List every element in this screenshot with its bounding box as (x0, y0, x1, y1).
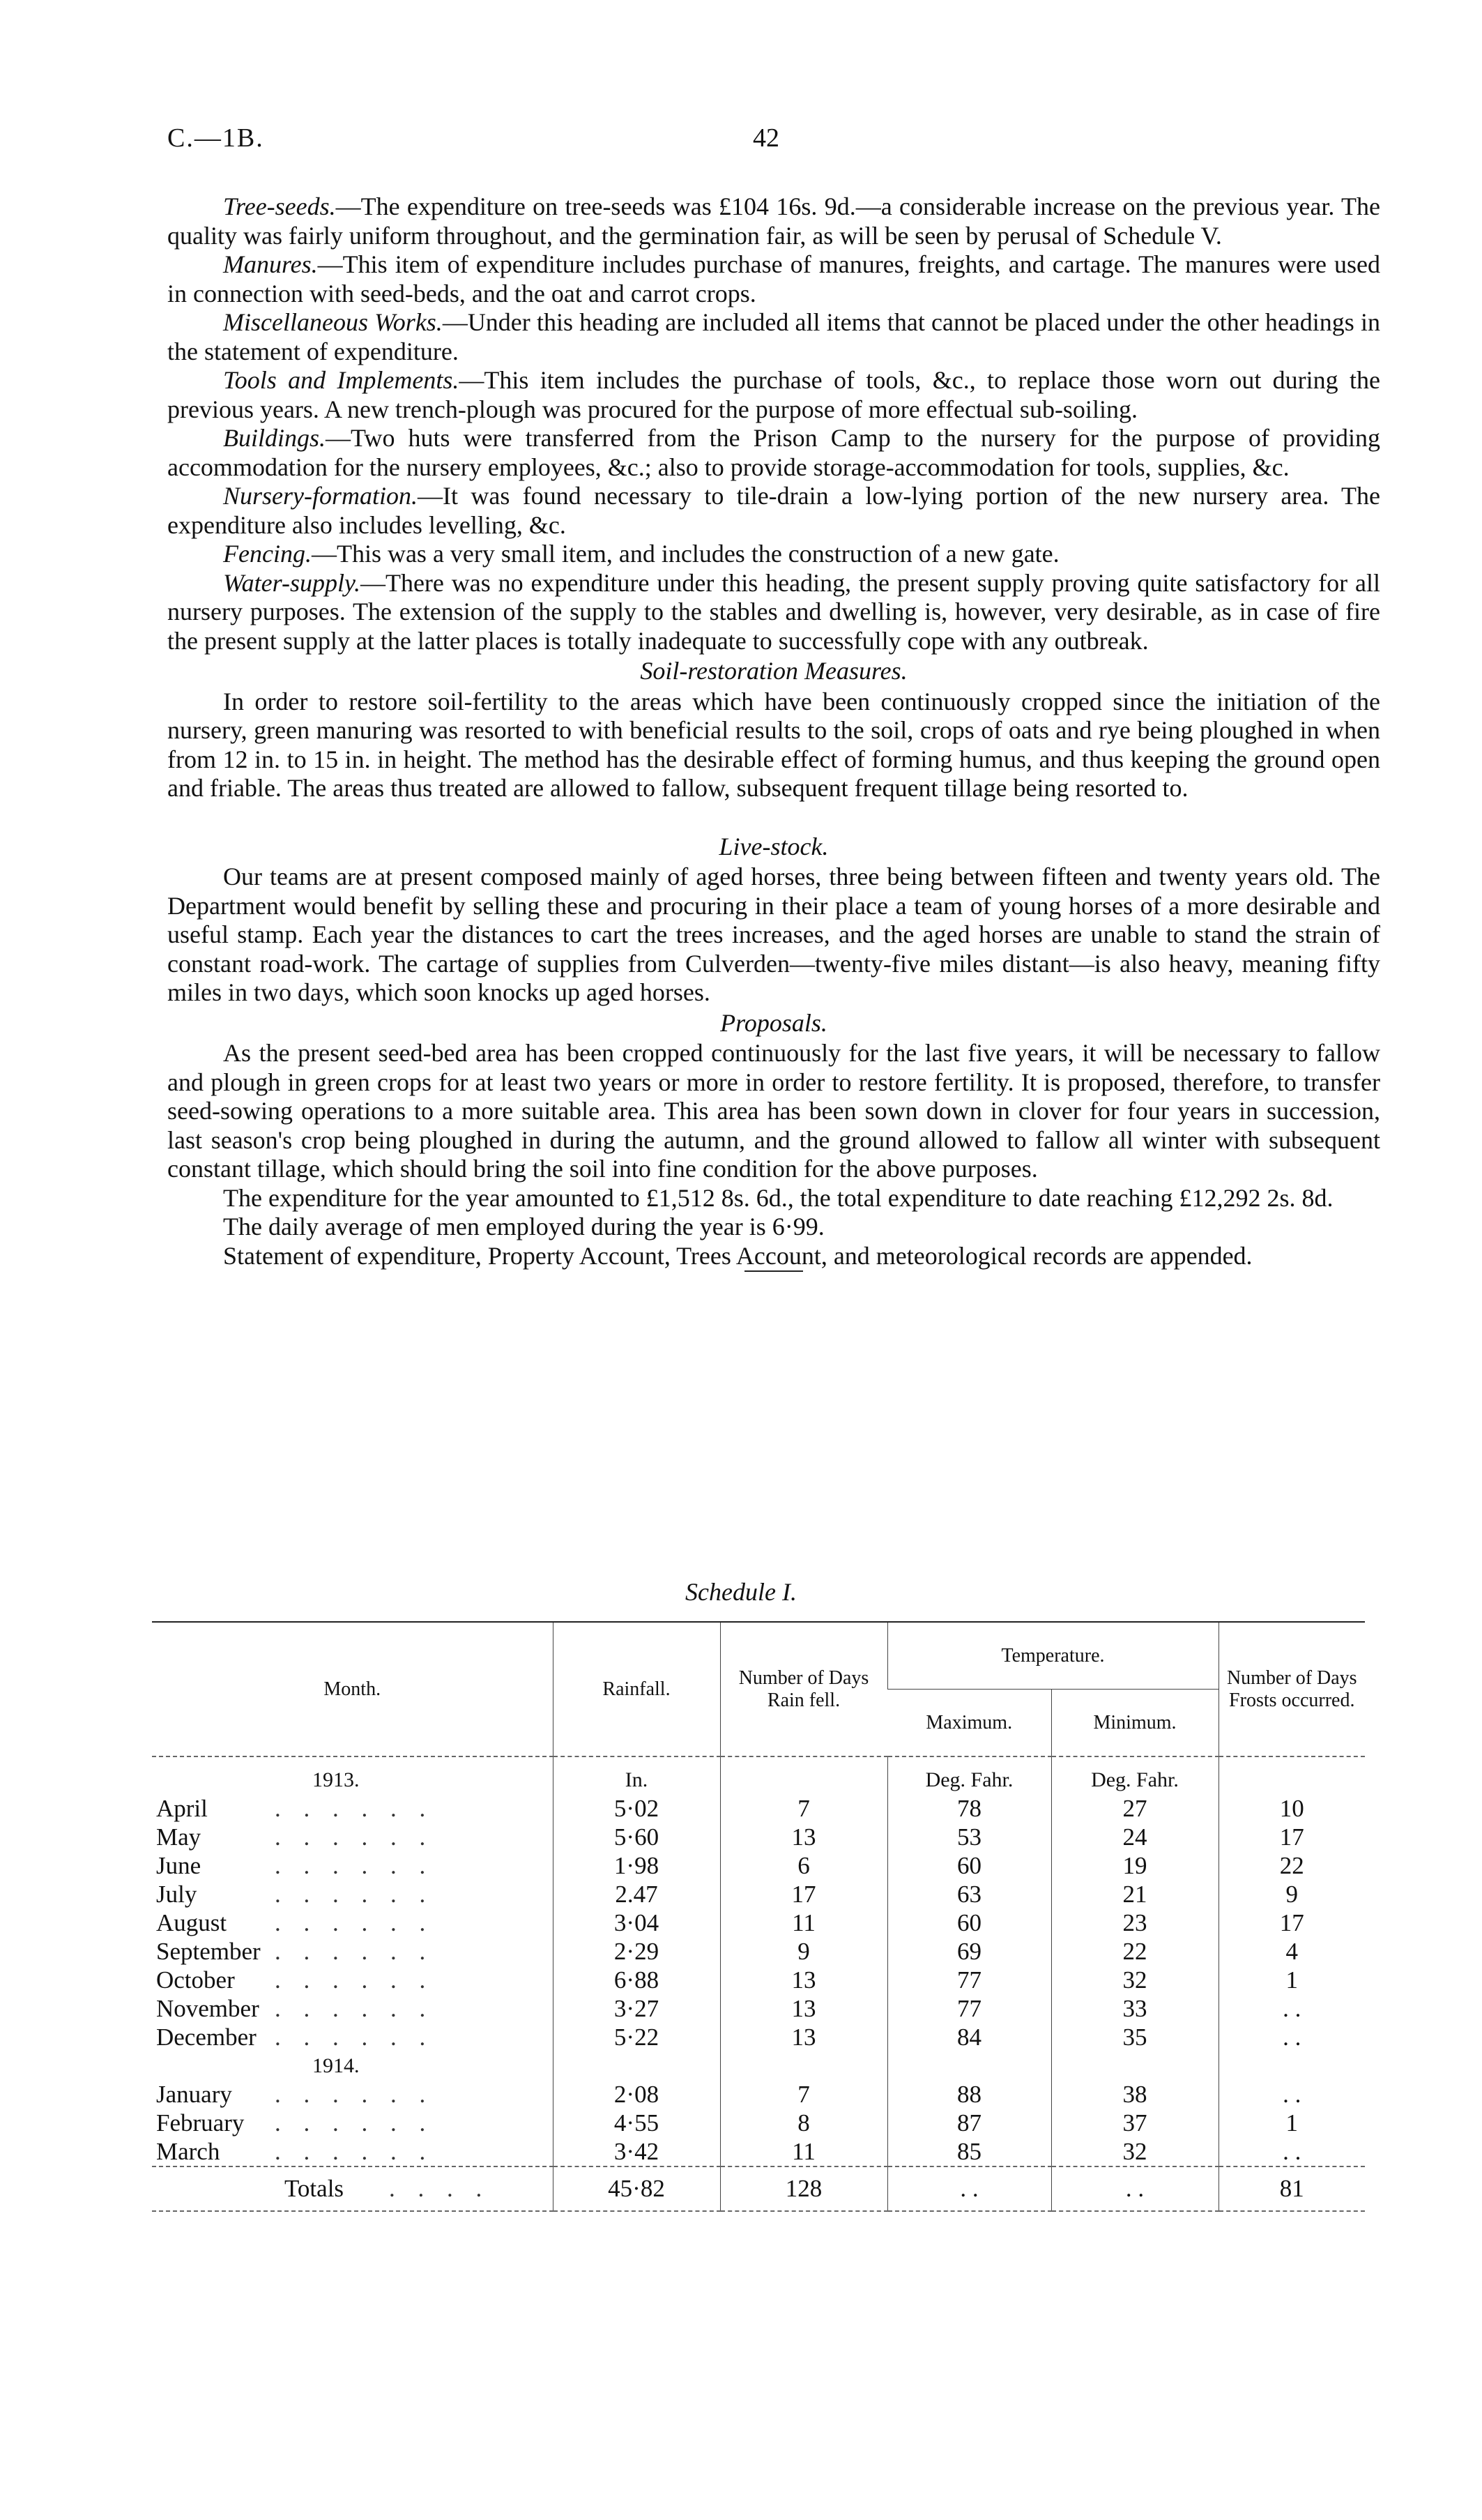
year-label: 1913. (152, 1756, 553, 1794)
leader-dots: . . . . . . (275, 2109, 434, 2136)
year-row (152, 1756, 1365, 1794)
month-name: April (156, 1795, 208, 1822)
leader-dots: . . . . . . (275, 1852, 434, 1879)
min-temp-cell: 35 (1051, 2023, 1219, 2051)
leader-dots: . . . . . . (275, 1938, 434, 1965)
max-temp-cell: 84 (887, 2023, 1051, 2051)
rainfall-cell: 4·55 (553, 2109, 720, 2137)
header-minimum: Minimum. (1051, 1690, 1219, 1757)
table-row (152, 2109, 1365, 2137)
table-row (152, 1794, 1365, 1823)
paragraph-proposals-2: The expenditure for the year amounted to £1,512 8s. 6d., the total expenditure to date reaching £12,292 2s. 8d. (223, 1183, 1334, 1212)
max-temp-cell: 78 (887, 1794, 1051, 1823)
leader-dots: . . . . . . (275, 1995, 434, 2022)
total-min: . . (1051, 2166, 1219, 2211)
paragraph-fencing: Fencing.—This was a very small item, and includes the construction of a new gate. (223, 540, 1060, 568)
month-name: March (156, 2138, 220, 2165)
header-frosts: Number of Days Frosts occurred. (1219, 1622, 1365, 1756)
leader-dots: . . . . . . (275, 1909, 434, 1936)
paragraph-misc-works: Miscellaneous Works.—Under this heading are included all items that cannot be placed under the other headings in the statement of expenditure. (167, 308, 1380, 365)
schedule-title: Schedule I. (685, 1578, 797, 1606)
table-row (152, 1966, 1365, 1994)
frost-days-cell: . . (1219, 2023, 1365, 2051)
schedule-table (152, 1621, 1365, 2212)
leader-dots: . . . . . . (275, 1966, 434, 1994)
min-temp-cell: 23 (1051, 1908, 1219, 1937)
total-max: . . (887, 2166, 1051, 2211)
table-row (152, 1851, 1365, 1880)
days-rain-cell: 13 (720, 1966, 887, 1994)
paragraph-manures: Manures.—This item of expenditure includes purchase of manures, freights, and cartage. The manures were used in connection with seed-beds, and the oat and carrot crops. (167, 250, 1380, 308)
leader-dots: . . . . . . (275, 1881, 434, 1908)
days-rain-cell: 13 (720, 1994, 887, 2023)
days-rain-cell: 13 (720, 2023, 887, 2051)
paragraph-tree-seeds: Tree-seeds.—The expenditure on tree-seeds was £104 16s. 9d.—a considerable increase on the previous year. The quality was fairly uniform throughout, and the germination fair, as will be seen by perusal of Schedule V. (167, 192, 1380, 250)
unit-rainfall: In. (553, 1756, 720, 1794)
table-row (152, 1880, 1365, 1908)
frost-days-cell: . . (1219, 1994, 1365, 2023)
month-name: June (156, 1852, 201, 1879)
month-name: December (156, 2024, 257, 2051)
leader-dots: . . . . . . (275, 2024, 434, 2051)
frost-days-cell: . . (1219, 2137, 1365, 2166)
paragraph-water-supply: Water-supply.—There was no expenditure under this heading, the present supply proving quite satisfactory for all nursery purposes. The extension of the supply to the stables and dwelling is, however, very desirable, as in case of fire the present supply at the latter places is totally inadequate to successfully cope with any outbreak. (167, 568, 1380, 655)
paragraph-tools: Tools and Implements.—This item includes the purchase of tools, &c., to replace those worn out during the previous years. A new trench-plough was procured for the purpose of more effectual sub-soiling. (167, 366, 1380, 423)
unit-min: Deg. Fahr. (1051, 1756, 1219, 1794)
body-text (167, 192, 1380, 1275)
divider-rule (744, 1270, 803, 1272)
min-temp-cell: 33 (1051, 1994, 1219, 2023)
document-reference: C.—1B. (167, 123, 264, 153)
days-rain-cell: 11 (720, 1908, 887, 1937)
page-number: 42 (753, 123, 779, 153)
rainfall-cell: 5·02 (553, 1794, 720, 1823)
min-temp-cell: 32 (1051, 2137, 1219, 2166)
year-row (152, 2051, 1365, 2080)
page-header (167, 123, 1380, 165)
leader-dots: . . . . . . (275, 2138, 434, 2165)
max-temp-cell: 77 (887, 1966, 1051, 1994)
header-month: Month. (152, 1622, 553, 1756)
section-title-soil: Soil-restoration Measures. (640, 657, 908, 685)
rainfall-cell: 2.47 (553, 1880, 720, 1908)
min-temp-cell: 38 (1051, 2080, 1219, 2109)
min-temp-cell: 32 (1051, 1966, 1219, 1994)
min-temp-cell: 37 (1051, 2109, 1219, 2137)
section-title-proposals: Proposals. (720, 1008, 827, 1037)
month-name: August (156, 1909, 227, 1936)
header-rainfall: Rainfall. (553, 1622, 720, 1756)
max-temp-cell: 60 (887, 1851, 1051, 1880)
table-row (152, 2137, 1365, 2166)
rainfall-cell: 3·27 (553, 1994, 720, 2023)
header-maximum: Maximum. (887, 1690, 1051, 1757)
month-name: October (156, 1966, 235, 1994)
max-temp-cell: 69 (887, 1937, 1051, 1966)
month-name: July (156, 1881, 197, 1908)
paragraph-proposals-3: The daily average of men employed during the year is 6·99. (223, 1213, 825, 1240)
frost-days-cell: 10 (1219, 1794, 1365, 1823)
max-temp-cell: 53 (887, 1823, 1051, 1851)
days-rain-cell: 9 (720, 1937, 887, 1966)
days-rain-cell: 17 (720, 1880, 887, 1908)
table-row (152, 1937, 1365, 1966)
header-temperature: Temperature. (887, 1622, 1219, 1690)
frost-days-cell: 17 (1219, 1823, 1365, 1851)
days-rain-cell: 7 (720, 2080, 887, 2109)
rainfall-cell: 5·22 (553, 2023, 720, 2051)
rainfall-cell: 2·29 (553, 1937, 720, 1966)
days-rain-cell: 7 (720, 1794, 887, 1823)
min-temp-cell: 24 (1051, 1823, 1219, 1851)
frost-days-cell: 17 (1219, 1908, 1365, 1937)
frost-days-cell: 1 (1219, 2109, 1365, 2137)
rainfall-cell: 6·88 (553, 1966, 720, 1994)
min-temp-cell: 22 (1051, 1937, 1219, 1966)
rainfall-cell: 2·08 (553, 2080, 720, 2109)
totals-row (152, 2166, 1365, 2211)
totals-label: Totals (284, 2175, 344, 2202)
month-name: February (156, 2109, 245, 2136)
month-name: January (156, 2081, 232, 2108)
leader-dots: . . . . . . (275, 2081, 434, 2108)
frost-days-cell: 4 (1219, 1937, 1365, 1966)
total-rainfall: 45·82 (553, 2166, 720, 2211)
max-temp-cell: 88 (887, 2080, 1051, 2109)
rainfall-cell: 1·98 (553, 1851, 720, 1880)
month-name: November (156, 1995, 259, 2022)
month-name: May (156, 1823, 201, 1851)
max-temp-cell: 63 (887, 1880, 1051, 1908)
rainfall-cell: 3·04 (553, 1908, 720, 1937)
max-temp-cell: 85 (887, 2137, 1051, 2166)
paragraph-livestock: Our teams are at present composed mainly of aged horses, three being between fifteen and twenty years old. The Department would benefit by selling these and procuring in their place a team of young horses of a more desirable and useful stamp. Each year the distances to cart the trees increases, and the aged horses are unable to stand the strain of constant road-work. The cartage of supplies from Culverden—twenty-five miles distant—is also heavy, meaning fifty miles in two days, which soon knocks up aged horses. (167, 863, 1380, 1006)
max-temp-cell: 60 (887, 1908, 1051, 1937)
min-temp-cell: 27 (1051, 1794, 1219, 1823)
total-days-rain: 128 (720, 2166, 887, 2211)
leader-dots: . . . . (389, 2175, 491, 2202)
days-rain-cell: 8 (720, 2109, 887, 2137)
total-frosts: 81 (1219, 2166, 1365, 2211)
paragraph-buildings: Buildings.—Two huts were transferred from the Prison Camp to the nursery for the purpose of providing accommodation for the nursery employees, &c.; also to provide storage-accommodation for tools, supplies, &c. (167, 424, 1380, 481)
table-row (152, 1908, 1365, 1937)
min-temp-cell: 21 (1051, 1880, 1219, 1908)
paragraph-proposals-1: As the present seed-bed area has been cropped continuously for the last five years, it will be necessary to fallow and plough in green crops for at least two years or more in order to restore fertility. It is proposed, therefore, to transfer seed-sowing operations to a more suitable area. This area has been sown down in clover for four years in succession, last season's crop being ploughed in during the autumn, and the ground allowed to fallow all winter with subsequent constant tillage, which should bring the soil into fine condition for the above purposes. (167, 1039, 1380, 1183)
leader-dots: . . . . . . (275, 1795, 434, 1822)
frost-days-cell: 22 (1219, 1851, 1365, 1880)
frost-days-cell: . . (1219, 2080, 1365, 2109)
paragraph-proposals-4: Statement of expenditure, Property Account, Trees Account, and meteorological records are appended. (223, 1241, 1253, 1270)
table-row (152, 1823, 1365, 1851)
max-temp-cell: 87 (887, 2109, 1051, 2137)
frost-days-cell: 9 (1219, 1880, 1365, 1908)
table-row (152, 2023, 1365, 2051)
schedule-body (152, 1756, 1365, 2211)
month-name: September (156, 1938, 261, 1965)
leader-dots: . . . . . . (275, 1823, 434, 1851)
days-rain-cell: 13 (720, 1823, 887, 1851)
rainfall-cell: 3·42 (553, 2137, 720, 2166)
section-title-livestock: Live-stock. (719, 832, 829, 860)
paragraph-soil: In order to restore soil-fertility to the areas which have been continuously cropped since the initiation of the nursery, green manuring was resorted to with beneficial results to the soil, crops of oats and rye being ploughed in when from 12 in. to 15 in. in height. The method has the desirable effect of forming humus, and thus keeping the ground open and friable. The areas thus treated are allowed to fallow, subsequent frequent tillage being resorted to. (167, 687, 1380, 802)
year-label: 1914. (312, 2054, 360, 2077)
table-row (152, 1994, 1365, 2023)
days-rain-cell: 6 (720, 1851, 887, 1880)
header-days-rain: Number of Days Rain fell. (720, 1622, 887, 1756)
max-temp-cell: 77 (887, 1994, 1051, 2023)
min-temp-cell: 19 (1051, 1851, 1219, 1880)
unit-max: Deg. Fahr. (887, 1756, 1051, 1794)
days-rain-cell: 11 (720, 2137, 887, 2166)
paragraph-nursery-formation: Nursery-formation.—It was found necessary to tile-drain a low-lying portion of the new nursery area. The expenditure also includes levelling, &c. (167, 482, 1380, 539)
table-row (152, 2080, 1365, 2109)
frost-days-cell: 1 (1219, 1966, 1365, 1994)
rainfall-cell: 5·60 (553, 1823, 720, 1851)
